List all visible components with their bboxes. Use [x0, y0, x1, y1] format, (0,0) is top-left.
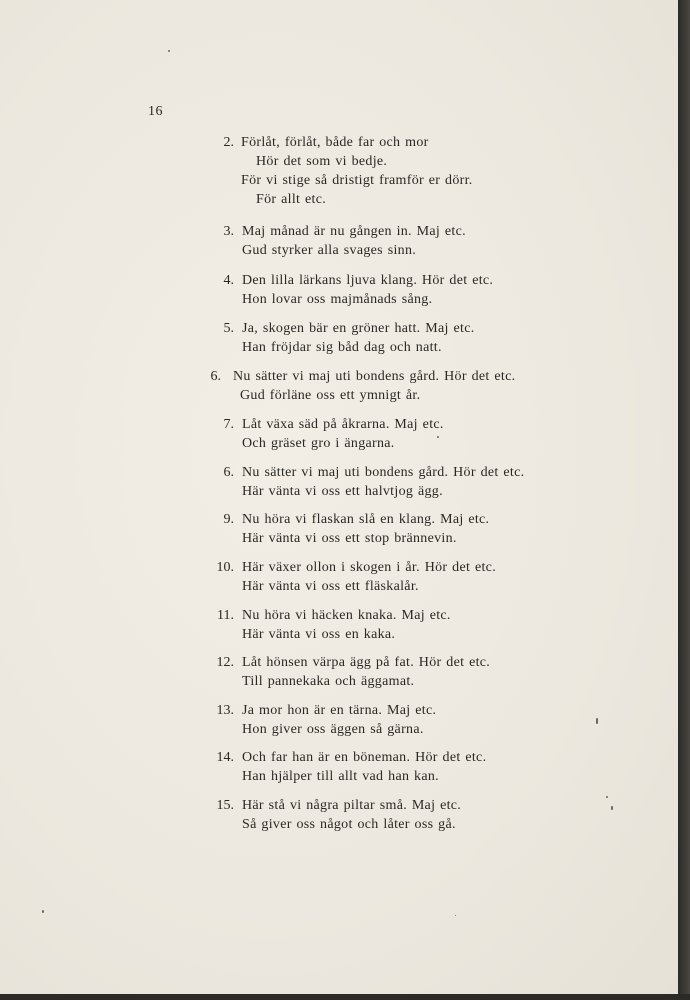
verse-number: 4. [223, 273, 234, 288]
paper-speck [596, 718, 598, 724]
verse-number: 6. [223, 465, 234, 480]
verse-line: Han fröjdar sig båd dag och natt. [242, 340, 442, 355]
verse-line: Nu sätter vi maj uti bondens gård. Hör det etc. [242, 465, 525, 480]
verse-number: 9. [223, 512, 234, 527]
verse-number: 12. [216, 655, 234, 670]
verse-number: 15. [216, 798, 234, 813]
verse-line: Låt hönsen värpa ägg på fat. Hör det etc. [242, 655, 491, 670]
verse-line: Ja mor hon är en tärna. Maj etc. [242, 703, 437, 718]
verse-line: Här vänta vi oss ett fläskalår. [242, 579, 419, 594]
page-bottom-shadow [0, 994, 690, 1000]
paper-speck [611, 806, 613, 810]
paper-speck [42, 910, 44, 913]
verse-line: För vi stige så dristigt framför er dörr. [241, 173, 473, 188]
verse-number: 11. [217, 608, 234, 623]
verse-line: Här stå vi några piltar små. Maj etc. [242, 798, 462, 813]
verse-line: Gud styrker alla svages sinn. [242, 243, 417, 258]
verse-line: Hon lovar oss majmånads sång. [242, 292, 433, 307]
verse-line: Den lilla lärkans ljuva klang. Hör det etc. [242, 273, 494, 288]
verse-line: Förlåt, förlåt, både far och mor [241, 135, 429, 150]
verse-number: 6. [210, 369, 221, 384]
verse-number: 5. [223, 321, 234, 336]
verse-line: Nu sätter vi maj uti bondens gård. Hör det etc. [233, 369, 516, 384]
verse-number: 13. [216, 703, 234, 718]
verse-line: Så giver oss något och låter oss gå. [242, 817, 456, 832]
page-number: 16 [148, 104, 163, 119]
verse-line: Hon giver oss äggen så gärna. [242, 722, 424, 737]
verse-line: Här vänta vi oss ett halvtjog ägg. [242, 484, 443, 499]
verse-line: Han hjälper till allt vad han kan. [242, 769, 439, 784]
verse-line: Och gräset gro i ängarna. [242, 436, 395, 451]
paper-speck [168, 50, 170, 52]
paper-speck [455, 915, 456, 916]
verse-line: Här vänta vi oss en kaka. [242, 627, 396, 642]
verse-line: För allt etc. [256, 192, 327, 207]
verse-line: Maj månad är nu gången in. Maj etc. [242, 224, 466, 239]
book-spine-shadow [678, 0, 690, 1000]
paper-speck [437, 436, 439, 438]
verse-line: Hör det som vi bedje. [256, 154, 388, 169]
verse-line: Låt växa säd på åkrarna. Maj etc. [242, 417, 444, 432]
verse-line: Nu höra vi flaskan slå en klang. Maj etc. [242, 512, 490, 527]
verse-number: 7. [223, 417, 234, 432]
verse-number: 14. [216, 750, 234, 765]
verse-number: 10. [216, 560, 234, 575]
verse-line: Till pannekaka och äggamat. [242, 674, 415, 689]
verse-line: Här växer ollon i skogen i år. Hör det etc. [242, 560, 496, 575]
verse-number: 3. [223, 224, 234, 239]
verse-line: Ja, skogen bär en gröner hatt. Maj etc. [242, 321, 475, 336]
verse-line: Gud förläne oss ett ymnigt år. [240, 388, 421, 403]
verse-line: Nu höra vi häcken knaka. Maj etc. [242, 608, 451, 623]
verse-line: Och far han är en böneman. Hör det etc. [242, 750, 487, 765]
paper-speck [606, 796, 608, 798]
verse-line: Här vänta vi oss ett stop brännevin. [242, 531, 457, 546]
verse-number: 2. [223, 135, 234, 150]
